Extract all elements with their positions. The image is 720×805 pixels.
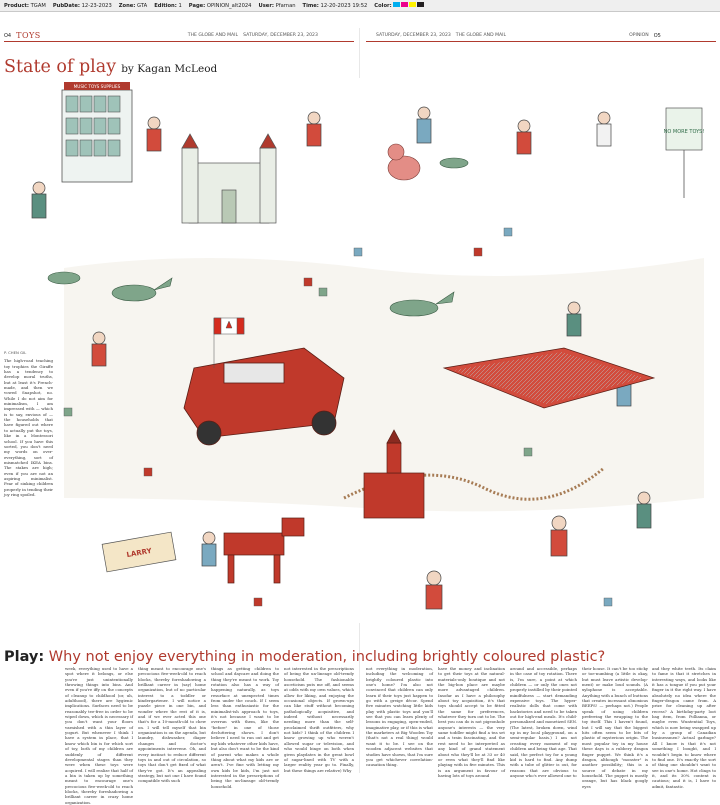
prepress-zone: Zone: GTA xyxy=(118,2,148,9)
byline: by Kagan McLeod xyxy=(121,63,218,75)
illustration-credit: P. CHEN GIL xyxy=(4,350,27,355)
sidebar-text: The high-road teaching toy trophies the Giraffe has a tendency to develop moral truths, but at least it's French-made, and then we vowed Snapshot, no. While I do not aim for minimalism, I am impressed with — which is to say, envious of — the households that have figured out where to actually put the toys, like in a Montessori school. If you have this sorted, you don't need my words on over-everything, sort of mismatched IKEA bins. The stakes are high; even if you are not an aspiring minimalist. Fear of sinking children properly in tending their joy ring spoiled. xyxy=(4,358,53,497)
placard-text: NO MORE TOYS! xyxy=(663,129,705,135)
shop-sign-text: MUSIC TOYS SUPPLIES xyxy=(73,84,121,89)
page-number-right: O5 xyxy=(653,32,661,39)
page-number-left: O4 xyxy=(4,32,12,39)
folio-right xyxy=(376,31,661,40)
toy-chaos-illustration xyxy=(4,78,716,623)
deck-lead: Play: xyxy=(4,649,45,665)
headline xyxy=(4,57,217,77)
column-4-text: not interested in the prescriptions of being the un-lineage old-trendy household. The fashionable asceticism puts me off, and seems at odds with my own values, which allow for liking, and enjoying the occasional objects. If grown-ups can like stuff without becoming pathologically acquisitive, and indeed without necessarily needing more than the self-proclaimed thrift outfitters, why not kids? I think of the children I know growing up who weren't allowed sugar or television, and who would binge on both when given playdates in the great bowl of sugar-lined with TV with a larger reality year go to. Finally, but these things are relative) Why xyxy=(284,666,354,773)
section-name-right: OPINION xyxy=(629,33,649,38)
column-5-text: not everything in moderation, including the welcoming of brightly coloured plastic into one's home? I'm also not convinced that children can only learn if their toys just happen to go with a greige décor. Spend five minutes watching little kids play with plastic toys and you'll see that you can learn plenty of lessons in engaging, open-ended, imaginative play, or if this is what the marketers at Big Wooden Toy (that's not a real thing) would want it to be. I see on the wooden adjacent websites that studies have shown, that I'm sure you get whichever correlation-causation thing. xyxy=(366,666,433,768)
color-swatch-black xyxy=(417,2,424,7)
body-column-5 xyxy=(366,666,433,772)
larry-box-label: LARRY xyxy=(125,546,153,560)
prepress-color: Color: xyxy=(374,2,425,9)
prepress-slug xyxy=(0,0,720,12)
body-column-8 xyxy=(582,666,648,789)
deck-text: Why not enjoy everything in moderation, including brightly coloured plastic? xyxy=(44,649,606,665)
color-swatch-yellow xyxy=(409,2,416,7)
toy-shop-shelves xyxy=(62,82,132,182)
prepress-user: User: Pfarnan xyxy=(258,2,296,9)
folio-rule-right xyxy=(366,41,716,42)
body-column-6 xyxy=(438,666,505,778)
prepress-time: Time: 12-20-2023 19:52 xyxy=(302,2,368,9)
column-1-text: week, everything used to have a spot where it belongs, or else you're just unintentionally throwing things into bins. And even if you're iffy on the concepts of cleanup to childhood (or, uh, adulthood), there are hygienic implications. Surfaces need to be reasonably tee-free in order to be wiped down, which is necessary if you don't want your floors varnished with a thin layer of yogurt. But whenever I think I have a system in place, that I know which bin is for which sort of toy, both of my children are suddenly of different developmental stages than they were when these toys were acquired. I will realize that half of a bin is taken up by something meant to encourage one's precocious five-week-old to reach blocks, thereby foreshadowing a brilliant career in crazy home organization. xyxy=(65,666,133,805)
paper-name-right: THE GLOBE AND MAIL xyxy=(455,33,507,38)
prepress-page: Page: OPINION_alt2024 xyxy=(188,2,252,9)
prepress-pubdate: PubDate: 12-23-2023 xyxy=(52,2,112,9)
section-name-left: TOYS xyxy=(16,31,41,40)
column-3-text: things as getting children to school and daycare and doing the thing they're meant to work. Toy rotation also has a way of happening naturally, as toys resurface at unexpected times from under the couch. If I seem less than enthusiastic for the minimalist-ish approach to toys, it's not because I want to be overrun with them, like the "before" in one of those decluttering shows. I don't believe I need to run out and get my kids whatever other kids have, but also don't want to be the kind of parent who makes a whole thing about what my kids are or aren't. I've fine with letting my own kids be kids, I'm just not interested in the prescriptions of being the un-lineage old-trendy household. xyxy=(211,666,279,789)
column-6-text: have the money and inclination to get their toys at the natural-materials-only boutique and not the big-box place are maybe more advantaged children. Insofar as I have a philosophy about toy acquisition, it's that toys should accept to be fitted the same for preferences, whatever they turn out to be. The best you can do is not pigeonhole anyone's interests — the very same toddler might find a tea set and a train fascinating, and the rest need to be interpreted as any kind of grand statement about who they'll be at 33 or 40 or even what they'll find like playing with in five minutes. This is an argument in favour of having lots of toys around xyxy=(438,666,505,778)
body-column-9 xyxy=(652,666,716,789)
headline-title: State of play xyxy=(4,57,117,77)
paper-name-left: THE GLOBE AND MAIL xyxy=(187,33,239,38)
column-9-text: and they white teeth. Its claim to fame is that it stretches in interesting ways, and looks like it has a tongue if you put your finger in it the right way. I have absolutely no idea where the finger-dragon came from. A prize for cleaning up after recess? A birthday-party loot bag item, from Pollianna, or maybe even Wuntential Toys, which is now being swapped up by a group of Canadian businessmen? Actual garbage? All I know is that it's not something I bought, and I wouldn't begin to know where to find one. It's exactly the sort of thing one shouldn't want to see in one's home. Hot clings to it, and its 30% content is cautious; and it is, I have to admit, fantastic. xyxy=(652,666,716,789)
date-right: SATURDAY, DECEMBER 23, 2023 xyxy=(376,33,451,38)
column-7-text: around and accessible, perhaps in the case of toy rotation. There is, I'm sure, a point at which children — or only the ones not properly instilled by their pointed mindfulness — start demanding expensive toys. The hyper-realistic dolls that come with backstories and need to be taken out for high-end meals. It's child-personalized and monetized SEN. (The latest, broken down, wind up in my local playground, on a semi-regular basis.) I am not creating every moment of my children and being that age. That said, the perfect toy for a young kid is hard to find. Any dump with a tube of glitter is out, for reasons that are obvious to anyone who's ever allowed one to xyxy=(510,666,577,778)
folio-rule-left xyxy=(4,41,354,42)
column-2-text: thing meant to encourage one's precocious five-week-old to reach blocks, thereby foreshadowing a brilliant career in (say) home organization, but of no particular interest to a toddler or kindergartener. I will notice a puzzle piece in one bin, and wonder where the rest of it is, and if we ever acted this one that's for a 10-month-old to chew on. I will tell myself that bin organization is on the agenda, but laundry, dishwasher, diaper changes and doctor's appointments intervene. Oh, and every instinct to reduce different toys in and out of circulation, so toys that don't get fixed of what they've got. It's an appealing strategy, but not one I have found compatible with such xyxy=(138,666,206,784)
deck xyxy=(4,646,605,665)
column-8-text: their house. It can't be too sticky or toe-numbing (a little is okay, but must leave artistic develop-ment) or make loud sounds. (A xylophone is acceptable. Anything with a bunch of buttons that creates incessant obnoxious BEEPS! — perhaps not.) People speak of using children preferring the wrapping to the toy itself. This I haven't found, but I will say that the biggest hits often seem to be bits of plastic of mysterious origin. The most popular toy in my house these days is a rubbery dragon finger puppet. We think it's a dragon, although "monster" is another possibility; this is a source of debate in my household. The puppet is mostly orange, but has black googly eyes xyxy=(582,666,648,789)
body-column-2 xyxy=(138,666,206,784)
date-left: SATURDAY, DECEMBER 23, 2023 xyxy=(243,33,318,38)
folio-left xyxy=(4,31,318,40)
sidebar-column xyxy=(4,350,53,620)
body-column-1 xyxy=(65,666,133,805)
body-column-3 xyxy=(211,666,279,789)
prepress-product: Product: TGAM xyxy=(4,2,46,9)
body-column-4 xyxy=(284,666,354,772)
body-column-7 xyxy=(510,666,577,778)
color-swatch-magenta xyxy=(401,2,408,7)
color-swatch-cyan xyxy=(393,2,400,7)
prepress-edition: Edition: 1 xyxy=(154,2,182,9)
